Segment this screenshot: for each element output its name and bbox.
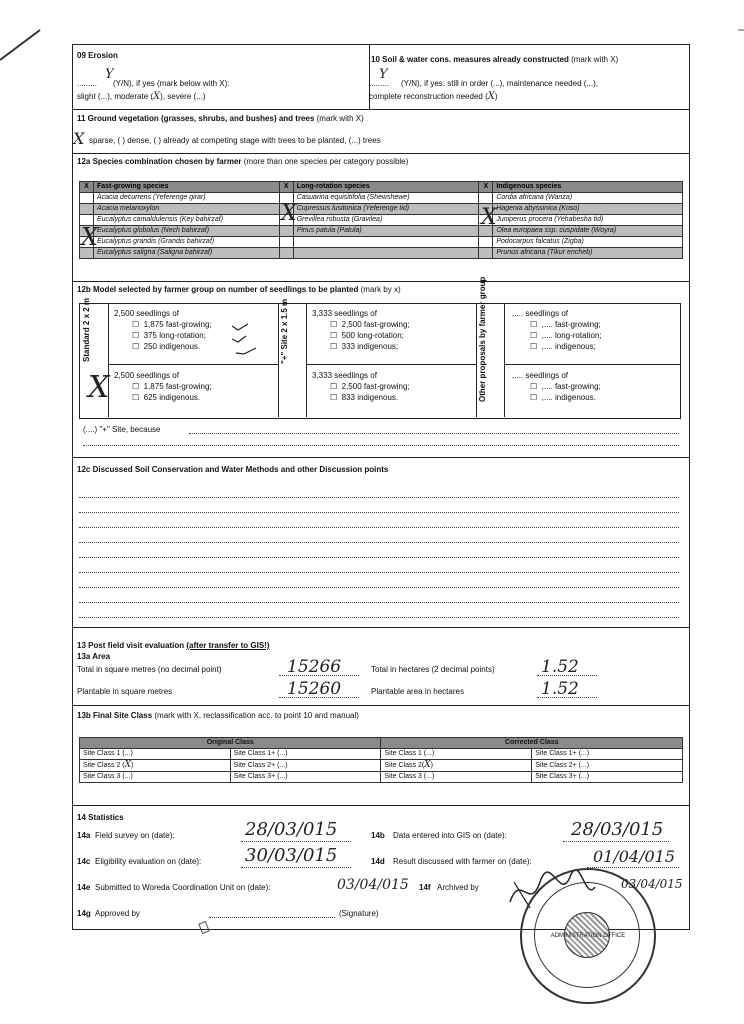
plantable-ha-label: Plantable area in hectares [371, 687, 464, 696]
indigenous-mark: X [481, 205, 497, 230]
species-title: 12a Species combination chosen by farmer (more than one species per category possible) [77, 157, 409, 166]
fast-growing-header: Fast-growing species [93, 182, 279, 193]
fast-growing-mark: X [81, 223, 99, 251]
stamp-text: ADMINISTRATION OFFICE [550, 933, 626, 939]
erosion-title: 09 Erosion [77, 51, 118, 60]
soil-water-line2: complete reconstruction needed (X) [369, 91, 498, 102]
discussed-date: 01/04/015 [593, 847, 676, 866]
soil-water-value: Y [379, 67, 388, 82]
submitted-date: 03/04/015 [337, 877, 409, 893]
section-09-10: 09 Erosion Y ......... (Y/N), if yes (mark below with X): slight (...), moderate (X), severe (...) 10 Soil & water cons. measures already constructed (mark with X) Y ......... (Y/N), if yes: still in order (...), maintenance needed (...), complete reconstruction needed (X) [73, 45, 689, 110]
field-survey-label: Field survey on (date): [95, 831, 175, 840]
table-row: Eucalyptus camaldulensis (Key bahirzaf) Grevillea robusta (Gravilea) Juniperus procera (Yehabesha tid) [80, 215, 683, 226]
standard-label: Standard 2 x 2 m [82, 297, 91, 362]
section-11 [73, 109, 689, 154]
long-rotation-header: Long-rotation species [293, 182, 479, 193]
table-row: Acacia decurrens (Yeferenge girar) Casuarina equisitifolia (Shewshewe) Cordia africana (Wanza) [80, 193, 683, 204]
area-subtitle: 13a Area [77, 652, 111, 661]
submitted-label: Submitted to Woreda Coordination Unit on (date): [95, 883, 271, 892]
table-row: Site Class 3 (...) Site Class 3+ (...) Site Class 3 (...) Site Class 3+ (...) [80, 772, 683, 783]
field-survey-date: 28/03/015 [245, 819, 338, 840]
original-class-header: Original Class [80, 738, 381, 749]
signature-label: (Signature) [339, 909, 379, 918]
sparse-mark: X [73, 129, 85, 148]
soil-water-line1: (Y/N), if yes: still in order (...), maintenance needed (...), [401, 79, 598, 88]
table-row: Eucalyptus saligna (Saligna bahirzaf) Prunus africana (Tikur encheb) [80, 248, 683, 259]
form-frame [72, 44, 690, 930]
archived-label: Archived by [437, 883, 479, 892]
eligibility-label: Eligibility evaluation on (date): [95, 857, 202, 866]
total-sqm-label: Total in square metres (no decimal point) [77, 665, 222, 674]
discussed-label: Result discussed with farmer on (date): [393, 857, 532, 866]
plantable-sqm-label: Plantable in square metres [77, 687, 173, 696]
other-proposals-label: Other proposals by farmer group [478, 276, 487, 402]
standard-option-a: 2,500 seedlings of ☐ 1,875 fast-growing; ☐ 375 long-rotation; ☐ 250 indigenous. [114, 309, 212, 351]
table-row: Acacia melanoxylon Cupressus lusitonica (Yeferenge tid) Hagenia abyssinica (Koso) [80, 204, 683, 215]
plus-site-because: (....) "+" Site, because [83, 425, 161, 434]
long-rotation-mark: X [281, 201, 297, 226]
corrected-class-header: Corrected Class [381, 738, 683, 749]
erosion-line2: slight (...), moderate (X), severe (...) [77, 91, 206, 102]
statistics-title: 14 Statistics [77, 813, 124, 822]
plantable-ha-value: 1.52 [541, 679, 579, 699]
site-class-title: 13b Final Site Class (mark with X, reclassification acc. to point 10 and manual) [77, 711, 359, 720]
total-ha-label: Total in hectares (2 decimal points) [371, 665, 495, 674]
erosion-line1: (Y/N), if yes (mark below with X): [113, 79, 230, 88]
round-stamp [520, 868, 656, 1004]
indigenous-header: Indigenous species [493, 182, 683, 193]
gis-entry-label: Data entered into GIS on (date): [393, 831, 507, 840]
table-row: Site Class 2 (X) Site Class 2+ (...) Site Class 2(X) Site Class 2+ (...) [80, 760, 683, 772]
model-title: 12b Model selected by farmer group on number of seedlings to be planted (mark by x) [77, 285, 401, 294]
eligibility-date: 30/03/015 [245, 845, 338, 866]
soil-water-title: 10 Soil & water cons. measures already constructed (mark with X) [371, 55, 619, 64]
standard-option-b: 2,500 seedlings of ☐ 1,875 fast-growing; ☐ 625 indigenous. [114, 371, 212, 402]
section-12b [73, 276, 689, 458]
rectangular-stamp: ​ [198, 921, 210, 934]
ground-vegetation-line: sparse, ( ) dense, ( ) already at competing stage with trees to be planted, (...) trees [89, 136, 381, 145]
plus-site-label: "+" Site 2 x 1.5 m [280, 298, 289, 364]
gis-entry-date: 28/03/015 [571, 819, 664, 840]
site-class-table [79, 737, 683, 783]
standard-mark: X [88, 370, 110, 405]
erosion-value: Y [105, 67, 114, 82]
plus-site-option-a: 3,333 seedlings of ☐ 2,500 fast-growing; ☐ 500 long-rotation; ☐ 333 indigenous; [312, 309, 410, 351]
table-row: Eucalyptus globolus (Nech bahirzaf) Pinus patula (Patula) Olea europaea ssp. cuspidate (Woyra) [80, 226, 683, 237]
table-row: Site Class 1 (...) Site Class 1+ (...) Site Class 1 (...) Site Class 1+ (...) [80, 749, 683, 760]
section-12a [73, 153, 689, 282]
other-option-b: ,.... seedlings of ☐ ,.... fast-growing; ☐ ,.... indigenous. [512, 371, 601, 402]
plus-site-option-b: 3,333 seedlings of ☐ 2,500 fast-growing; ☐ 833 indigenous. [312, 371, 410, 402]
ground-vegetation-title: 11 Ground vegetation (grasses, shrubs, and bushes) and trees (mark with X) [77, 114, 364, 123]
post-visit-title: 13 Post field visit evaluation (after transfer to GIS!) [77, 641, 270, 650]
section-13 [73, 627, 689, 706]
section-13b [73, 705, 689, 806]
tick-marks [230, 320, 270, 360]
total-sqm-value: 15266 [287, 657, 342, 677]
section-12c [73, 457, 689, 628]
species-table: X Fast-growing species X Long-rotation species X Indigenous species Acacia decurrens (Yeferenge girar) Casuarina equisitifolia (Shewshewe) Cordia africana (Wanza) Acacia melanoxylon Cupressus lusitonica (Yeferenge tid) Hagenia abyssinica (Koso) Eucalyptus camaldulensis (Key bahirzaf) Grevillea robusta (Gravilea) Juniperus procera (Yehabesha tid) Eucalyptus globolus (Nech bahirzaf) Pinus patula (Patula) Olea europaea ssp. cuspidate (Woyra) Eucalyptus grandis (Grandis bahirzaf) Podocarpus falcatus (Zigba) Eucalyptus saligna (Saligna bahirzaf) Prunus africana (Tikur encheb) [79, 181, 683, 259]
section-14: 14 Statistics 14a Field survey on (date): 28/03/015 14b Data entered into GIS on (date): 28/03/015 14c Eligibility evaluation on (date): 30/03/015 14d Result discussed with farmer on (date): 01/04/015 14e Submitted to Woreda Coordination Unit on (date): 03/04/015 14f Archived by 03/04/015 14g Approved by (Signature) [77, 813, 683, 918]
discussion-title: 12c Discussed Soil Conservation and Water Methods and other Discussion points [77, 465, 389, 474]
table-row: Eucalyptus grandis (Grandis bahirzaf) Podocarpus falcatus (Zigba) [80, 237, 683, 248]
approved-label: Approved by [95, 909, 140, 918]
other-option-a: ,.... seedlings of ☐ ,.... fast-growing; ☐ ,.... long-rotation; ☐ ,.... indigenous; [512, 309, 602, 351]
total-ha-value: 1.52 [541, 657, 579, 677]
archived-date: 03/04/015 [621, 877, 683, 891]
plantable-sqm-value: 15260 [287, 679, 342, 699]
